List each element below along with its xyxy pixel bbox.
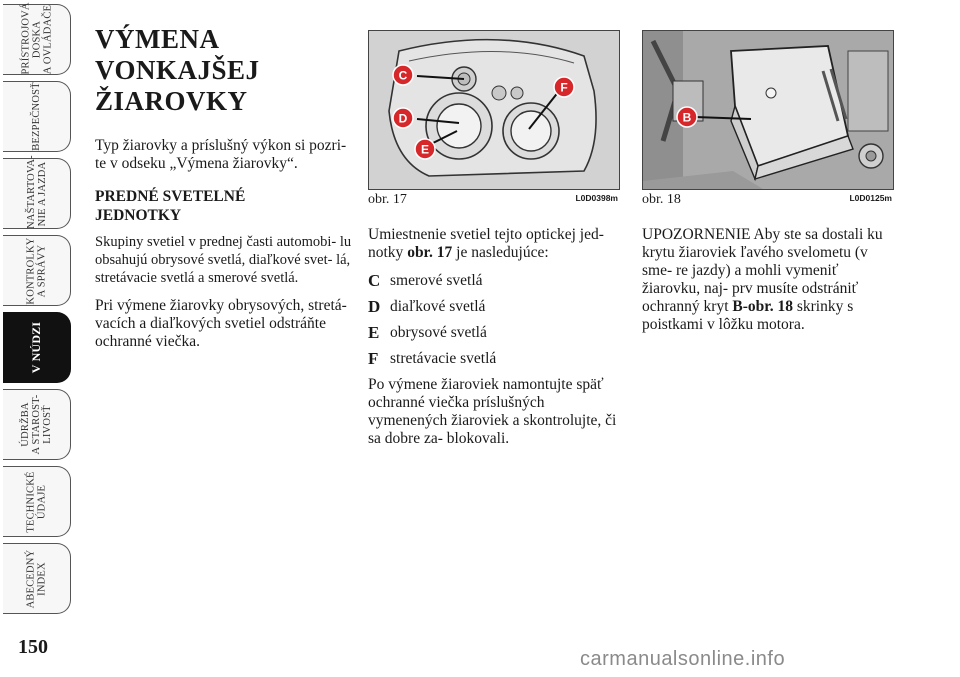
- figure-reference: obr. 17: [407, 244, 453, 261]
- figure-label-e: E: [420, 142, 430, 157]
- figure-17-headlamp: [368, 30, 620, 190]
- list-item: [368, 298, 622, 316]
- figure-17-caption: [368, 192, 620, 208]
- figure-reference: B-obr. 18: [732, 298, 793, 315]
- figure-label-f: F: [560, 80, 568, 95]
- section-heading: [95, 187, 355, 225]
- column-2: [368, 226, 622, 458]
- item-letter: C: [368, 271, 381, 290]
- caption-text: obr. 17: [368, 192, 407, 207]
- item-text: smerové svetlá: [390, 272, 483, 289]
- tab-label: NAŠTARTOVA- NIE A JAZDA: [25, 154, 48, 229]
- page-title: [95, 24, 355, 117]
- figure-code: L0D0398m: [575, 193, 618, 203]
- column-1: [95, 24, 355, 361]
- page-number: 150: [18, 636, 48, 658]
- figure-label-d: D: [398, 111, 408, 126]
- headlamp-illustration: [369, 31, 619, 189]
- intro-paragraph: [368, 226, 622, 262]
- figure-18-fuse-box: [642, 30, 894, 190]
- tab-abecedny-index[interactable]: [3, 543, 71, 614]
- column-3: [642, 226, 896, 344]
- figure-label-b: B: [682, 110, 692, 125]
- figure-label-c: C: [398, 68, 408, 83]
- figure-code: L0D0125m: [849, 193, 892, 203]
- item-letter: F: [368, 349, 379, 368]
- paragraph: Skupiny svetiel v prednej časti automobi- lu obsahujú obrysové svetlá, diaľkové svet- lá, stretávacie svetlá a smerové svetlá.: [95, 234, 352, 286]
- watermark: carmanualsonline.info: [580, 648, 786, 670]
- tab-label: KONTROLKY A SPRÁVY: [25, 236, 48, 305]
- item-text: stretávacie svetlá: [390, 350, 497, 367]
- tab-label: ABECEDNÝ INDEX: [25, 549, 48, 608]
- chapter-sidebar: [0, 0, 75, 640]
- tab-label: BEZPEČNOSŤ: [31, 82, 43, 151]
- title-line: ŽIAROVKY: [95, 86, 248, 116]
- item-text: obrysové svetlá: [390, 324, 487, 341]
- tab-nastartovanie[interactable]: [3, 154, 71, 229]
- list-item: [368, 324, 622, 342]
- warning-text: UPOZORNENIE Aby ste sa dostali ku krytu žiaroviek ľavého svelometu (v sme- re jazdy) a mohli vymeniť žiarovku, naj- prv musíte odstrániť ochranný kryt: [642, 226, 883, 315]
- intro-text: Umiestnenie svetiel tejto optickej jed- notky: [368, 226, 604, 261]
- item-letter: E: [368, 323, 380, 342]
- tab-udrzba[interactable]: [3, 389, 71, 460]
- tab-bezpecnost[interactable]: [3, 81, 71, 152]
- caption-text: obr. 18: [642, 192, 681, 207]
- item-letter: D: [368, 297, 381, 316]
- figure-18-caption: [642, 192, 894, 208]
- engine-bay-illustration: [643, 31, 893, 189]
- tab-label: ÚDRŽBA A STAROST- LIVOSŤ: [20, 394, 53, 455]
- tab-label: TECHNICKÉ ÚDAJE: [25, 470, 48, 533]
- tab-pristrojova-doska[interactable]: [3, 4, 71, 75]
- list-item: [368, 272, 622, 290]
- heading-line: JEDNOTKY: [95, 207, 182, 224]
- warning-text: skrinky s poistkami v lôžku motora.: [642, 298, 854, 333]
- tab-v-nudzi[interactable]: [3, 312, 71, 383]
- tab-technicke-udaje[interactable]: [3, 466, 71, 537]
- tab-label: V NÚDZI: [29, 321, 43, 374]
- tab-label: PRÍSTROJOVÁ DOSKA A OVLÁDAČE: [20, 2, 53, 75]
- intro-text: je nasledujúce:: [456, 244, 549, 261]
- intro-paragraph: Typ žiarovky a príslušný výkon si pozri- te v odseku „Výmena žiarovky“.: [95, 137, 347, 172]
- title-line: VÝMENA: [95, 24, 220, 54]
- outro-paragraph: Po výmene žiaroviek namontujte späť ochranné viečka príslušných vymenených žiaroviek a skontrolujte, či sa dobre za- blokovali.: [368, 376, 617, 447]
- heading-line: PREDNÉ SVETELNÉ: [95, 188, 246, 205]
- list-item: [368, 350, 622, 368]
- title-line: VONKAJŠEJ: [95, 55, 260, 85]
- warning-paragraph: [642, 226, 896, 334]
- item-text: diaľkové svetlá: [390, 298, 486, 315]
- paragraph: Pri výmene žiarovky obrysových, stretá- vacích a diaľkových svetiel odstráňte ochranné viečka.: [95, 297, 347, 350]
- tab-kontrolky[interactable]: [3, 235, 71, 306]
